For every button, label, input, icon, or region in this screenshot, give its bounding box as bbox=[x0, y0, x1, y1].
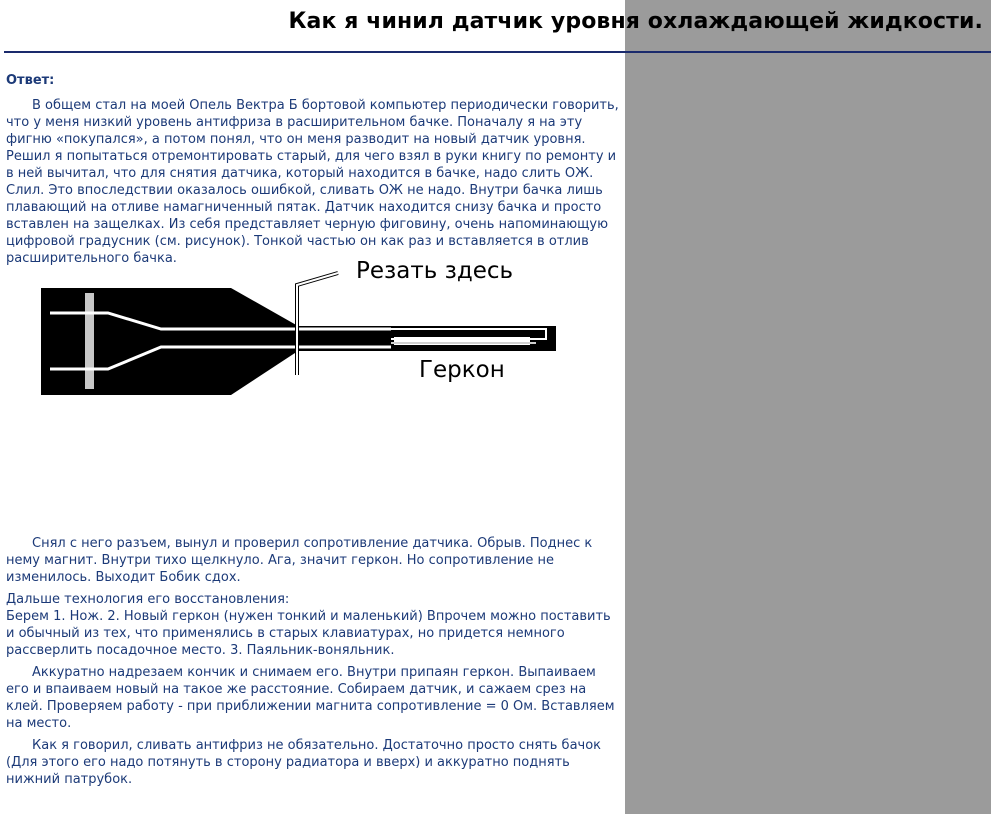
reed-label: Геркон bbox=[419, 357, 505, 383]
technology-heading: Дальше технология его восстановления: bbox=[6, 592, 290, 607]
paragraph-intro: В общем стал на моей Опель Вектра Б бортовой компьютер периодически говорить, что у меня низкий уровень антифриза в расширительном бачке. Поначалу я на эту фигню «покупался», а потом понял, что он меня разводит на новый датчик уровня. Решил я попытаться отремонтировать старый, для чего взял в руки книгу по ремонту и в ней вычитал, что для снятия датчика, который находится в бачке, надо слить ОЖ. Слил. Это впоследствии оказалось ошибкой, сливать ОЖ не надо. Внутри бачка лишь плавающий на отливе намагниченный пятак. Датчик находится снизу бачка и просто вставлен на защелках. Из себя представляет черную фиговину, очень напоминающую цифровой градусник (см. рисунок). Тонкой частью он как раз и вставляется в отлив расширительного бачка. bbox=[6, 98, 619, 266]
answer-label: Ответ: bbox=[6, 73, 55, 88]
sensor-clip-bar bbox=[85, 293, 94, 389]
article-content bbox=[6, 72, 620, 793]
sensor-diagram bbox=[6, 258, 566, 523]
paragraph-repair: Аккуратно надрезаем кончик и снимаем его. Внутри припаян геркон. Выпаиваем его и впаиваем новый на такое же расстояние. Собираем датчик, и сажаем срез на клей. Проверяем работу - при приближении магнита сопротивление = 0 Ом. Вставляем на место. bbox=[6, 665, 615, 731]
sensor-figure bbox=[6, 258, 620, 535]
paragraph-test: Снял с него разъем, вынул и проверил сопротивление датчика. Обрыв. Поднес к нему магнит. Внутри тихо щелкнуло. Ага, значит геркон. Но сопротивление не изменилось. Выходит Бобик сдох. bbox=[6, 536, 593, 585]
cut-mark bbox=[297, 273, 338, 375]
paragraph-technology bbox=[6, 591, 620, 659]
paragraph-note: Как я говорил, сливать антифриз не обязательно. Достаточно просто снять бачок (Для этого его надо потянуть в сторону радиатора и вверх) и аккуратно поднять нижний патрубок. bbox=[6, 738, 602, 787]
cut-label: Резать здесь bbox=[356, 258, 514, 284]
page-title: Как я чинил датчик уровня охлаждающей жидкости. bbox=[288, 9, 983, 34]
technology-list: Берем 1. Нож. 2. Новый геркон (нужен тонкий и маленький) Впрочем можно поставить и обычный из тех, что применялись в старых клавиатурах, но придется немного рассверлить посадочное место. 3. Паяльник-воняльник. bbox=[6, 609, 611, 658]
title-divider bbox=[4, 51, 991, 53]
right-gray-panel bbox=[625, 0, 991, 814]
